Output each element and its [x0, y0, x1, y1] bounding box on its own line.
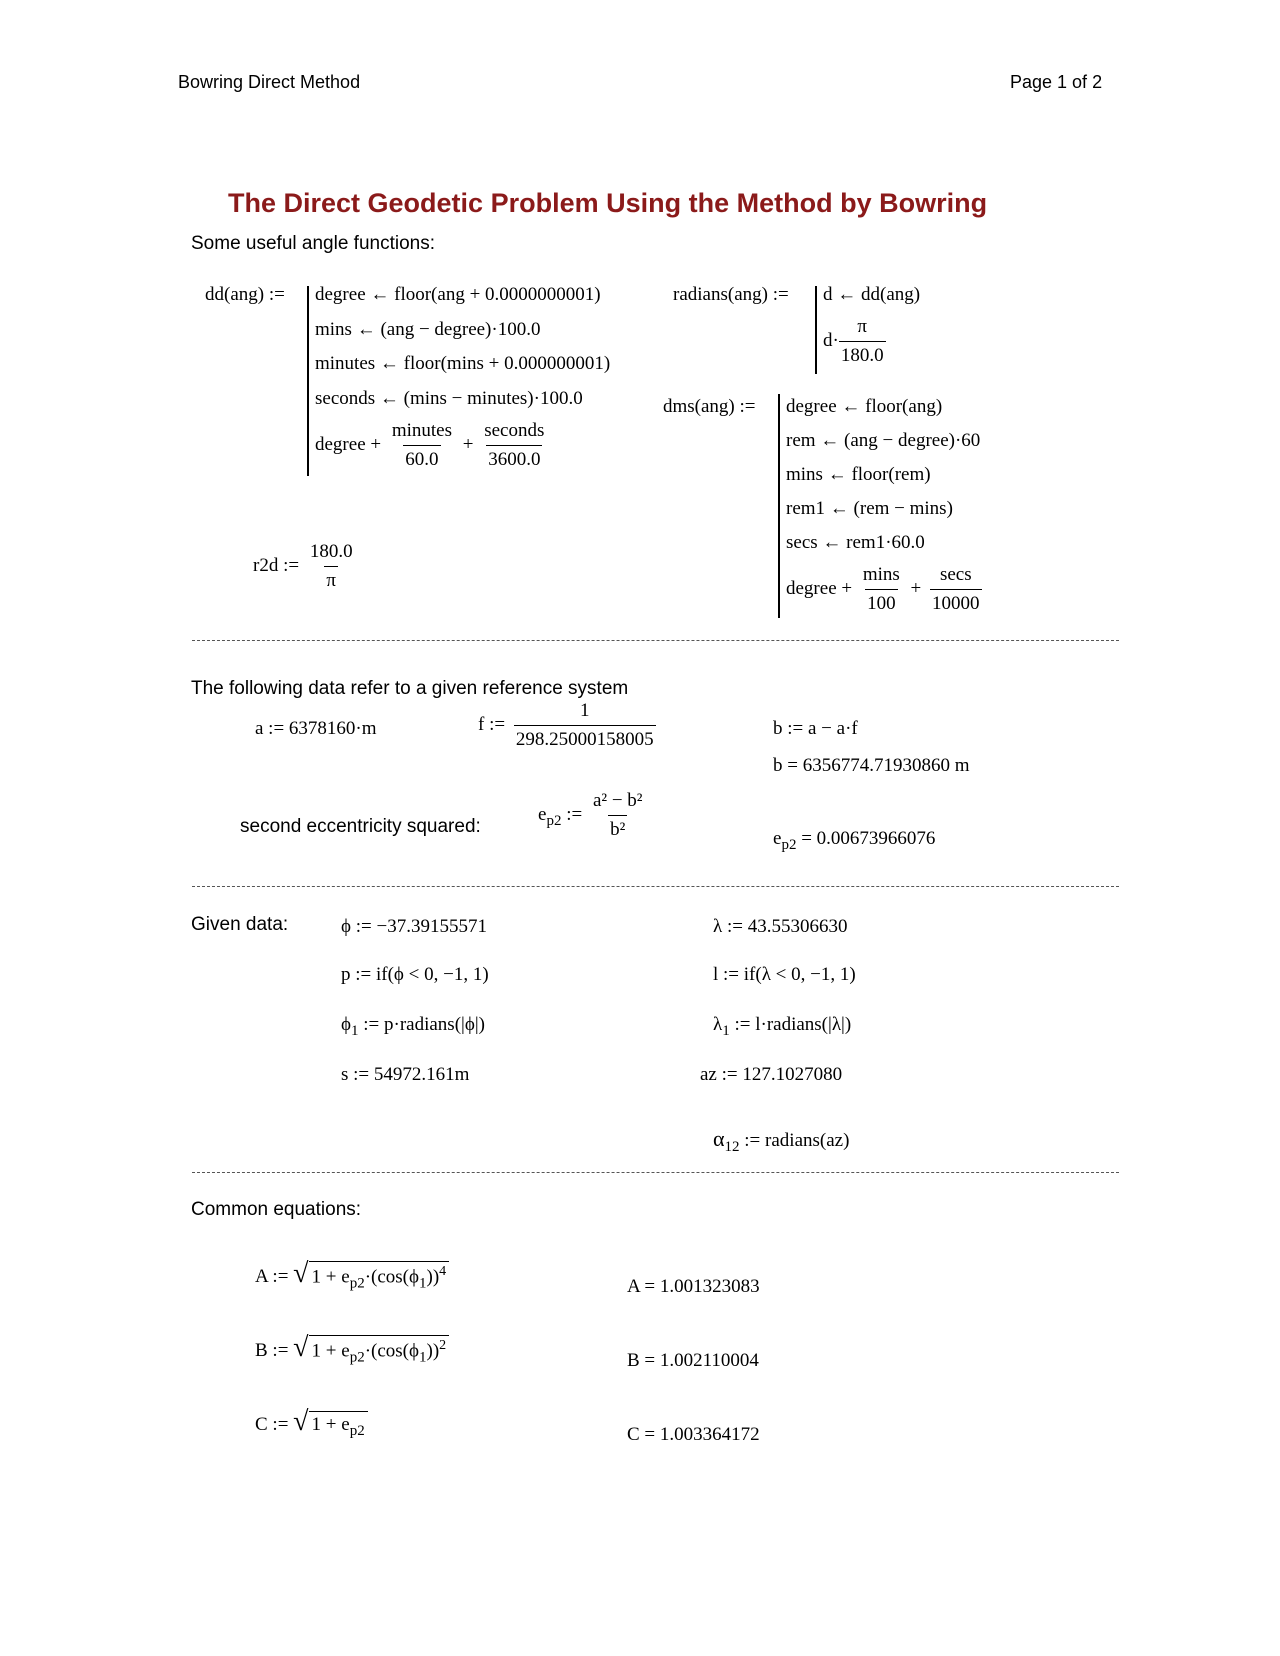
b-value: b = 6356774.71930860 m [773, 755, 970, 776]
dms-mins-den: 100 [865, 589, 898, 615]
B-label: B := [255, 1340, 289, 1361]
lambda1-definition [713, 1014, 851, 1040]
l-definition: l := if(λ < 0, −1, 1) [713, 964, 856, 985]
B-power: 2 [439, 1337, 447, 1353]
A-phi-sub: 1 [419, 1275, 427, 1291]
dms-line-3: mins ← floor(rem) [786, 464, 931, 485]
dms-degree-plus: degree + [786, 577, 853, 599]
radians-d-times: d· [823, 329, 839, 351]
A-cos-close: )) [426, 1266, 440, 1287]
phi1-symbol: ϕ [341, 1014, 352, 1035]
dd-line-2: mins ← (ang − degree)·100.0 [315, 319, 541, 340]
dms-plus: + [910, 577, 922, 599]
separator-3 [192, 1172, 1119, 1173]
b-definition: b := a − a·f [773, 718, 858, 739]
s-definition: s := 54972.161m [341, 1064, 470, 1085]
dd-seconds-num: seconds [484, 420, 545, 441]
A-definition [255, 1258, 449, 1292]
phi1-definition [341, 1014, 485, 1040]
B-phi-sub: 1 [419, 1349, 427, 1365]
ep2-value-num: = 0.00673966076 [801, 828, 936, 849]
radians-line-2 [823, 316, 890, 367]
dd-minutes-den: 60.0 [403, 445, 440, 471]
alpha-sub: 12 [724, 1139, 740, 1155]
ep2-value-sub: p2 [781, 837, 797, 853]
radians-label: radians(ang) := [673, 284, 789, 305]
ep2-value-name: e [773, 828, 782, 849]
radians-line-1: d ← dd(ang) [823, 284, 921, 305]
ep2-assign: := [566, 803, 583, 825]
p-definition: p := if(ϕ < 0, −1, 1) [341, 964, 489, 985]
dms-line-6 [786, 564, 986, 615]
B-cos: ·(cos(ϕ [364, 1340, 420, 1361]
dms-secs-num: secs [939, 564, 972, 585]
az-definition: az := 127.1027080 [700, 1064, 843, 1085]
dd-line-3: minutes ← floor(mins + 0.000000001) [315, 353, 611, 374]
A-sqrt-icon: √ [293, 1258, 309, 1289]
alpha-symbol: α [713, 1126, 725, 1151]
r2d-label: r2d := [253, 554, 300, 576]
ep2-num: a² − b² [592, 790, 643, 811]
dd-label: dd(ang) := [205, 284, 285, 305]
dd-minutes-num: minutes [391, 420, 453, 441]
alpha12-definition [713, 1126, 849, 1156]
A-label: A := [255, 1266, 289, 1287]
A-radicand [309, 1261, 450, 1292]
f-num: 1 [579, 700, 590, 721]
dms-label: dms(ang) := [663, 396, 756, 417]
lambda1-sub: 1 [722, 1023, 730, 1039]
dd-plus: + [462, 433, 474, 455]
B-radicand [309, 1335, 450, 1366]
dd-line-1: degree ← floor(ang + 0.0000000001) [315, 284, 601, 305]
a-definition: a := 6378160·m [255, 718, 377, 739]
C-label: C := [255, 1414, 289, 1435]
r2d-num: 180.0 [309, 541, 353, 562]
ep2-name: e [538, 803, 547, 825]
radians-180: 180.0 [839, 341, 886, 367]
section-angle-functions: Some useful angle functions: [191, 233, 435, 254]
r2d-den: π [324, 566, 338, 592]
lambda-definition: λ := 43.55306630 [713, 916, 848, 937]
B-sqrt-icon: √ [293, 1332, 309, 1363]
separator-2 [192, 886, 1119, 887]
f-definition [478, 700, 660, 751]
ep2-den: b² [608, 815, 627, 841]
dms-secs-den: 10000 [930, 589, 982, 615]
document-title: The Direct Geodetic Problem Using the Method by Bowring [228, 188, 988, 218]
A-power: 4 [439, 1263, 447, 1279]
C-radicand [309, 1411, 368, 1440]
A-sub: p2 [349, 1275, 365, 1291]
dd-program-bar [307, 286, 309, 476]
A-cos: ·(cos(ϕ [364, 1266, 420, 1287]
dms-line-1: degree ← floor(ang) [786, 396, 943, 417]
phi1-rhs: := p·radians(|ϕ|) [363, 1014, 485, 1035]
ep2-sub: p2 [546, 812, 562, 829]
C-sub: p2 [349, 1423, 365, 1439]
separator-1 [192, 640, 1119, 641]
B-sub: p2 [349, 1349, 365, 1365]
lambda1-rhs: := l·radians(|λ|) [734, 1014, 852, 1035]
dms-line-5: secs ← rem1·60.0 [786, 532, 925, 553]
radians-pi: π [857, 316, 867, 337]
C-value: C = 1.003364172 [627, 1424, 760, 1445]
B-definition [255, 1332, 449, 1366]
C-one-plus-e: 1 + e [311, 1414, 350, 1435]
ep2-definition [538, 790, 648, 841]
f-den: 298.25000158005 [514, 725, 656, 751]
section-reference-system: The following data refer to a given reference system [191, 678, 629, 699]
second-eccentricity-label: second eccentricity squared: [240, 816, 481, 837]
lambda1-symbol: λ [713, 1014, 723, 1035]
dd-degree-plus: degree + [315, 433, 382, 455]
B-cos-close: )) [426, 1340, 440, 1361]
dd-line-5 [315, 420, 550, 471]
f-label: f := [478, 713, 506, 735]
A-one-plus-e: 1 + e [311, 1266, 350, 1287]
dms-line-2: rem ← (ang − degree)·60 [786, 430, 981, 451]
header-title: Bowring Direct Method [178, 72, 361, 92]
B-one-plus-e: 1 + e [311, 1340, 350, 1361]
dms-mins-num: mins [862, 564, 900, 585]
alpha-rhs: := radians(az) [744, 1130, 850, 1151]
r2d-definition [253, 541, 359, 592]
dms-line-4: rem1 ← (rem − mins) [786, 498, 953, 519]
section-given-data: Given data: [191, 914, 289, 935]
dd-line-4: seconds ← (mins − minutes)·100.0 [315, 388, 583, 409]
phi-definition: ϕ := −37.39155571 [341, 916, 487, 937]
C-sqrt-icon: √ [293, 1406, 309, 1437]
A-value: A = 1.001323083 [627, 1276, 760, 1297]
ep2-value [773, 828, 935, 854]
C-definition [255, 1406, 368, 1440]
page-number: Page 1 of 2 [1010, 72, 1103, 92]
radians-program-bar [815, 286, 817, 374]
section-common-equations: Common equations: [191, 1199, 362, 1220]
phi1-sub: 1 [351, 1023, 359, 1039]
dms-program-bar [778, 394, 780, 618]
B-value: B = 1.002110004 [627, 1350, 759, 1371]
dd-seconds-den: 3600.0 [486, 445, 542, 471]
